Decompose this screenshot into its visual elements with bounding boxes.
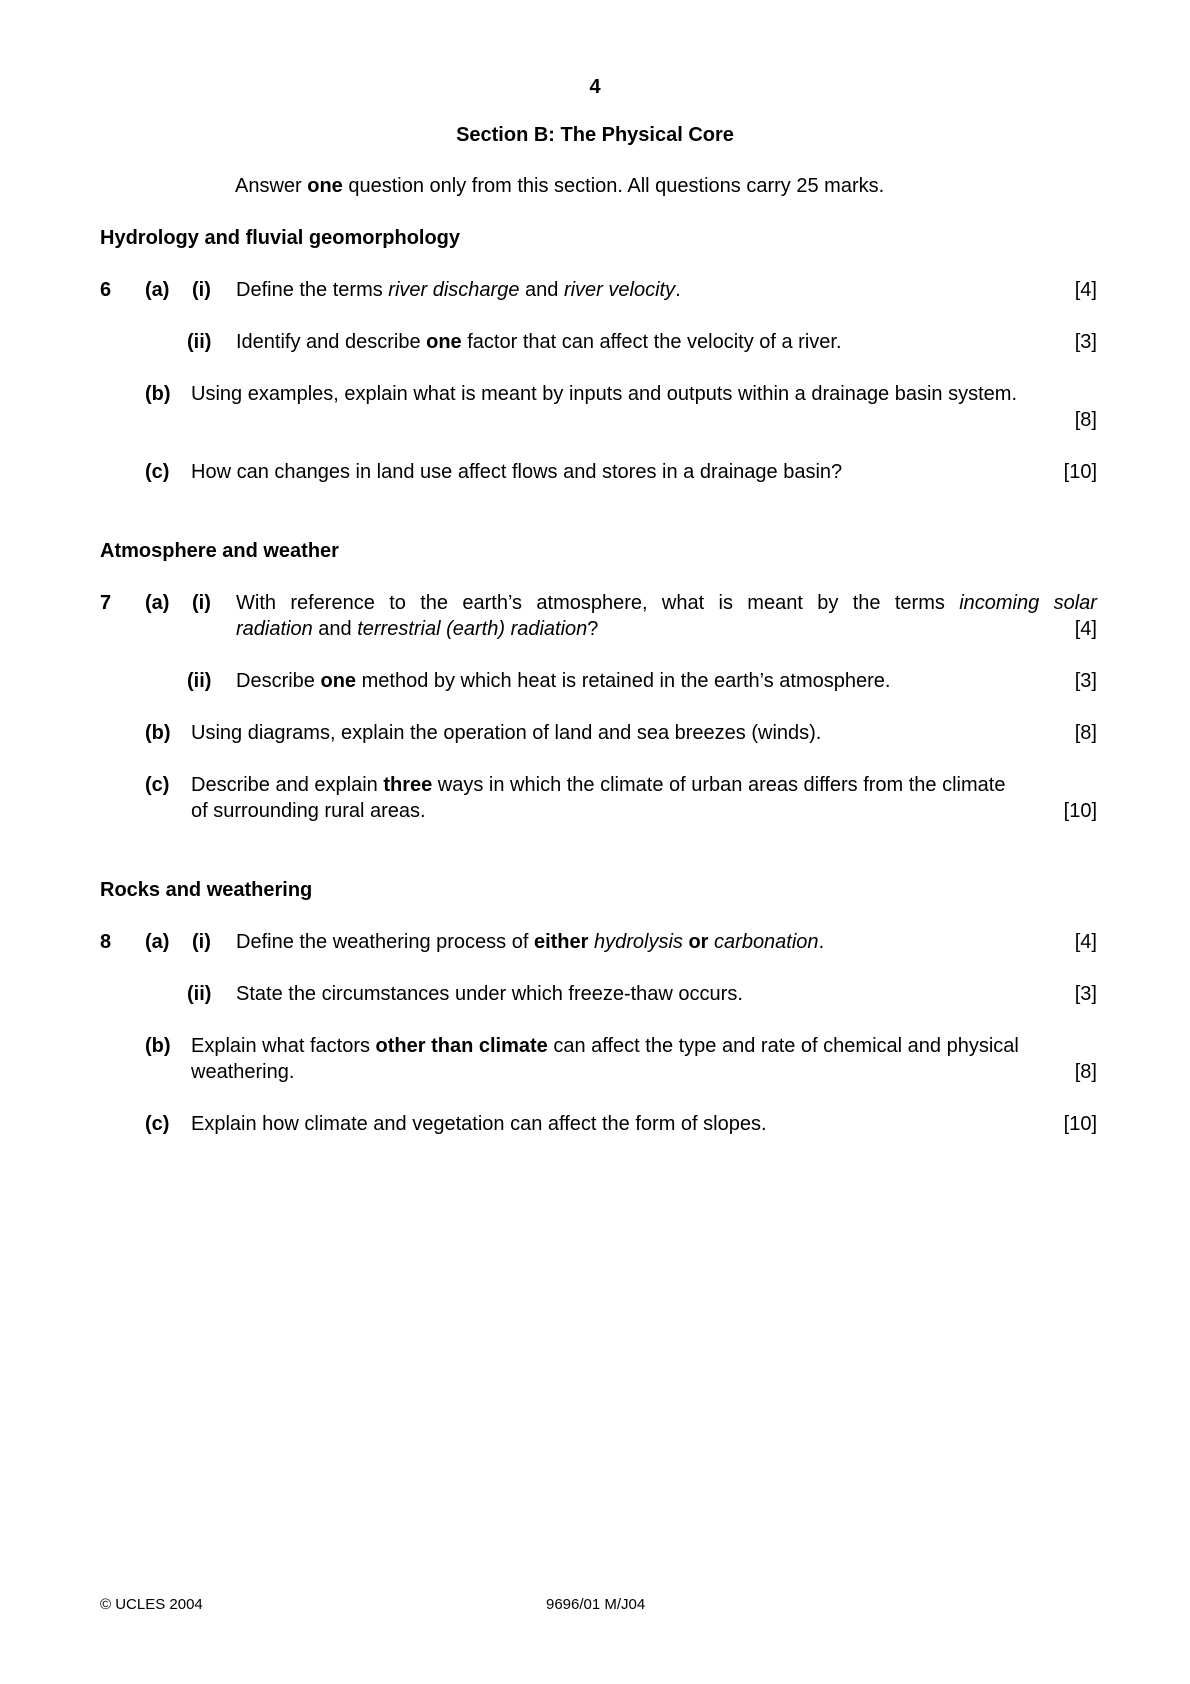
question-number-8: 8 — [100, 931, 112, 953]
question-text-8c: Explain how climate and vegetation can affect the form of slopes. — [191, 1113, 767, 1135]
instruction-text: Answer one question only from this section. All questions carry 25 marks. — [235, 175, 885, 197]
part-label-6c: (c) — [145, 461, 170, 483]
sub-label-8ai: (i) — [192, 931, 211, 953]
part-label-7a: (a) — [145, 592, 170, 614]
mark-6c: [10] — [1063, 461, 1097, 483]
word: earth’s — [462, 592, 523, 614]
part-label-7b: (b) — [145, 722, 171, 744]
mark-8b: [8] — [1074, 1061, 1097, 1083]
mark-6b: [8] — [1074, 409, 1097, 431]
word: atmosphere, — [536, 592, 648, 614]
sub-label-8aii: (ii) — [187, 983, 212, 1005]
mark-8c: [10] — [1063, 1113, 1097, 1135]
word: solar — [1053, 592, 1097, 614]
word: is — [718, 592, 733, 614]
part-label-6b: (b) — [145, 383, 171, 405]
mark-8aii: [3] — [1074, 983, 1097, 1005]
word: the — [420, 592, 449, 614]
word: terms — [894, 592, 945, 614]
question-text-6aii: Identify and describe one factor that can affect the velocity of a river. — [236, 331, 842, 353]
question-text-7ai-line1 — [236, 590, 1097, 616]
question-number-6: 6 — [100, 279, 112, 301]
mark-7ai: [4] — [1074, 618, 1097, 640]
question-text-8b-line1: Explain what factors other than climate can affect the type and rate of chemical and physical — [191, 1035, 1019, 1057]
footer-copyright: © UCLES 2004 — [100, 1596, 203, 1613]
part-label-7c: (c) — [145, 774, 170, 796]
word: to — [389, 592, 406, 614]
sub-label-6ai: (i) — [192, 279, 211, 301]
question-text-8aii: State the circumstances under which freeze-thaw occurs. — [236, 983, 743, 1005]
part-label-6a: (a) — [145, 279, 170, 301]
question-text-7ai-line2: radiation and terrestrial (earth) radiation? — [236, 618, 599, 640]
question-text-7c-line2: of surrounding rural areas. — [191, 800, 426, 822]
question-text-8ai: Define the weathering process of either hydrolysis or carbonation. — [236, 931, 825, 953]
mark-6ai: [4] — [1074, 279, 1097, 301]
section-heading-atmosphere: Atmosphere and weather — [100, 540, 339, 562]
question-text-6ai: Define the terms river discharge and river velocity. — [236, 279, 681, 301]
word: reference — [290, 592, 375, 614]
question-text-7c-line1: Describe and explain three ways in which the climate of urban areas differs from the climate — [191, 774, 1006, 796]
mark-7b: [8] — [1074, 722, 1097, 744]
mark-7c: [10] — [1063, 800, 1097, 822]
part-label-8c: (c) — [145, 1113, 170, 1135]
section-heading-rocks: Rocks and weathering — [100, 879, 313, 901]
part-label-8b: (b) — [145, 1035, 171, 1057]
word: With — [236, 592, 276, 614]
part-label-8a: (a) — [145, 931, 170, 953]
question-text-8b-line2: weathering. — [191, 1061, 295, 1083]
word: meant — [747, 592, 803, 614]
mark-8ai: [4] — [1074, 931, 1097, 953]
footer-paper-code: 9696/01 M/J04 — [546, 1596, 646, 1613]
word: what — [661, 592, 705, 614]
word: the — [852, 592, 881, 614]
mark-6aii: [3] — [1074, 331, 1097, 353]
question-text-7b: Using diagrams, explain the operation of land and sea breezes (winds). — [191, 722, 822, 744]
sub-label-6aii: (ii) — [187, 331, 212, 353]
page-number: 4 — [589, 76, 601, 98]
question-text-7aii: Describe one method by which heat is retained in the earth’s atmosphere. — [236, 670, 891, 692]
question-text-6b: Using examples, explain what is meant by inputs and outputs within a drainage basin system. — [191, 383, 1018, 405]
mark-7aii: [3] — [1074, 670, 1097, 692]
sub-label-7aii: (ii) — [187, 670, 212, 692]
section-heading-hydrology: Hydrology and fluvial geomorphology — [100, 227, 461, 249]
sub-label-7ai: (i) — [192, 592, 211, 614]
page-title: Section B: The Physical Core — [456, 124, 734, 146]
word: by — [817, 592, 839, 614]
question-number-7: 7 — [100, 592, 112, 614]
word: incoming — [959, 592, 1040, 614]
question-text-6c: How can changes in land use affect flows and stores in a drainage basin? — [191, 461, 843, 483]
